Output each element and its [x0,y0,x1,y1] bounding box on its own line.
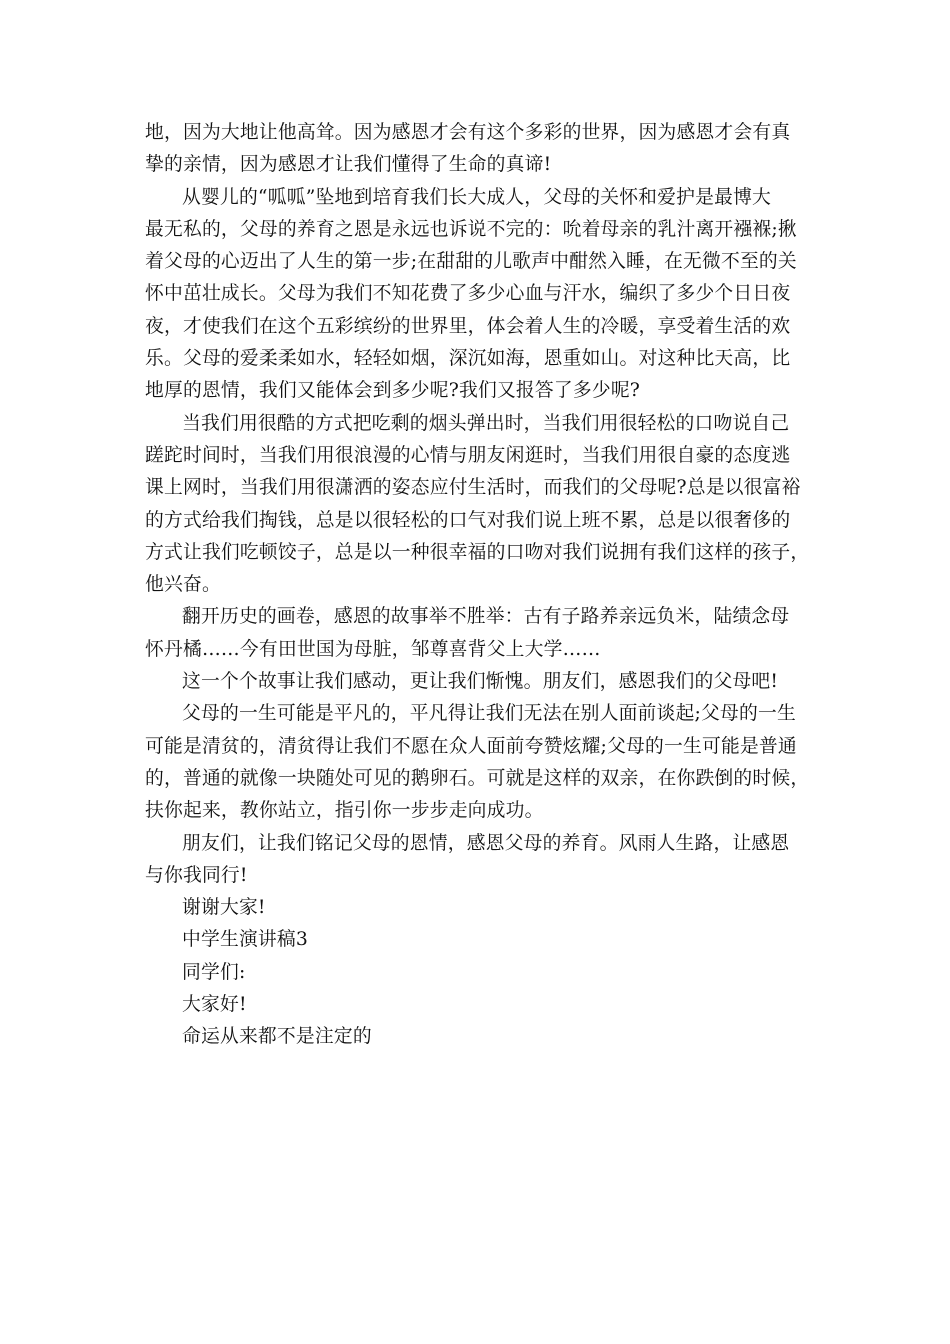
text-line: 这一个个故事让我们感动，更让我们惭愧。朋友们，感恩我们的父母吧! [182,671,779,693]
text-line: 夜，才使我们在这个五彩缤纷的世界里，体会着人生的冷暖，享受着生活的欢 [145,315,791,337]
text-line: 的，普通的就像一块随处可见的鹅卵石。可就是这样的双亲，在你跌倒的时候， [145,767,810,789]
text-line: 乐。父母的爱柔柔如水，轻轻如烟，深沉如海，恩重如山。对这种比天高，比 [145,348,791,370]
paragraph [145,408,810,602]
paragraph [145,182,805,408]
text-line: 地，因为大地让他高耸。因为感恩才会有这个多彩的世界，因为感恩才会有真 [145,122,791,143]
text-line: 同学们: [182,961,246,983]
text-line: 命运从来都不是注定的 [182,1026,372,1048]
text-line: 怀丹橘……今有田世国为母脏，邹尊喜背父上大学…… [145,638,601,660]
text-line: 朋友们，让我们铭记父母的恩情，感恩父母的养育。风雨人生路，让感恩 [182,832,790,854]
text-line: 与你我同行! [145,864,248,886]
paragraph [145,666,805,698]
paragraph [145,1021,805,1053]
text-line: 怀中茁壮成长。父母为我们不知花费了多少心血与汗水，编织了多少个日日夜 [145,283,791,305]
paragraph [145,924,805,956]
text-line: 方式让我们吃顿饺子，总是以一种很幸福的口吻对我们说拥有我们这样的孩子， [145,541,810,563]
text-line: 的方式给我们掏钱，总是以很轻松的口气对我们说上班不累，总是以很奢侈的 [145,509,791,531]
text-line: 可能是清贫的，清贫得让我们不愿在众人面前夸赞炫耀;父母的一生可能是普通 [145,735,797,757]
paragraph [145,601,805,666]
text-line: 父母的一生可能是平凡的，平凡得让我们无法在别人面前谈起;父母的一生 [182,703,796,725]
text-line: 扶你起来，教你站立，指引你一步步走向成功。 [145,800,544,822]
paragraph [145,892,805,924]
text-line: 地厚的恩情，我们又能体会到多少呢?我们又报答了多少呢? [145,380,641,402]
text-line: 翻开历史的画卷，感恩的故事举不胜举：古有子路养亲远负米，陆绩念母 [182,606,790,628]
text-line: 从婴儿的“呱呱”坠地到培育我们长大成人，父母的关怀和爱护是最博大 [182,186,772,208]
paragraph [145,698,810,827]
text-line: 着父母的心迈出了人生的第一步;在甜甜的儿歌声中酣然入睡，在无微不至的关 [145,251,797,273]
paragraph [145,828,805,893]
document-body [145,117,810,1054]
text-line: 蹉跎时间时，当我们用很浪漫的心情与朋友闲逛时，当我们用很自豪的态度逃 [145,444,791,466]
paragraph [145,957,805,989]
paragraph [145,989,805,1021]
text-line: 挚的亲情，因为感恩才让我们懂得了生命的真谛! [145,154,552,176]
text-line: 课上网时，当我们用很潇洒的姿态应付生活时，而我们的父母呢?总是以很富裕 [145,477,801,499]
text-line: 当我们用很酷的方式把吃剩的烟头弹出时，当我们用很轻松的口吻说自己 [182,412,790,434]
text-line: 他兴奋。 [145,574,221,596]
paragraph [145,117,805,182]
text-line: 中学生演讲稿3 [182,929,309,951]
text-line: 大家好! [182,994,247,1016]
text-line: 谢谢大家! [182,897,266,919]
text-line: 最无私的，父母的养育之恩是永远也诉说不完的：吮着母亲的乳汁离开襁褓;揪 [145,218,797,240]
